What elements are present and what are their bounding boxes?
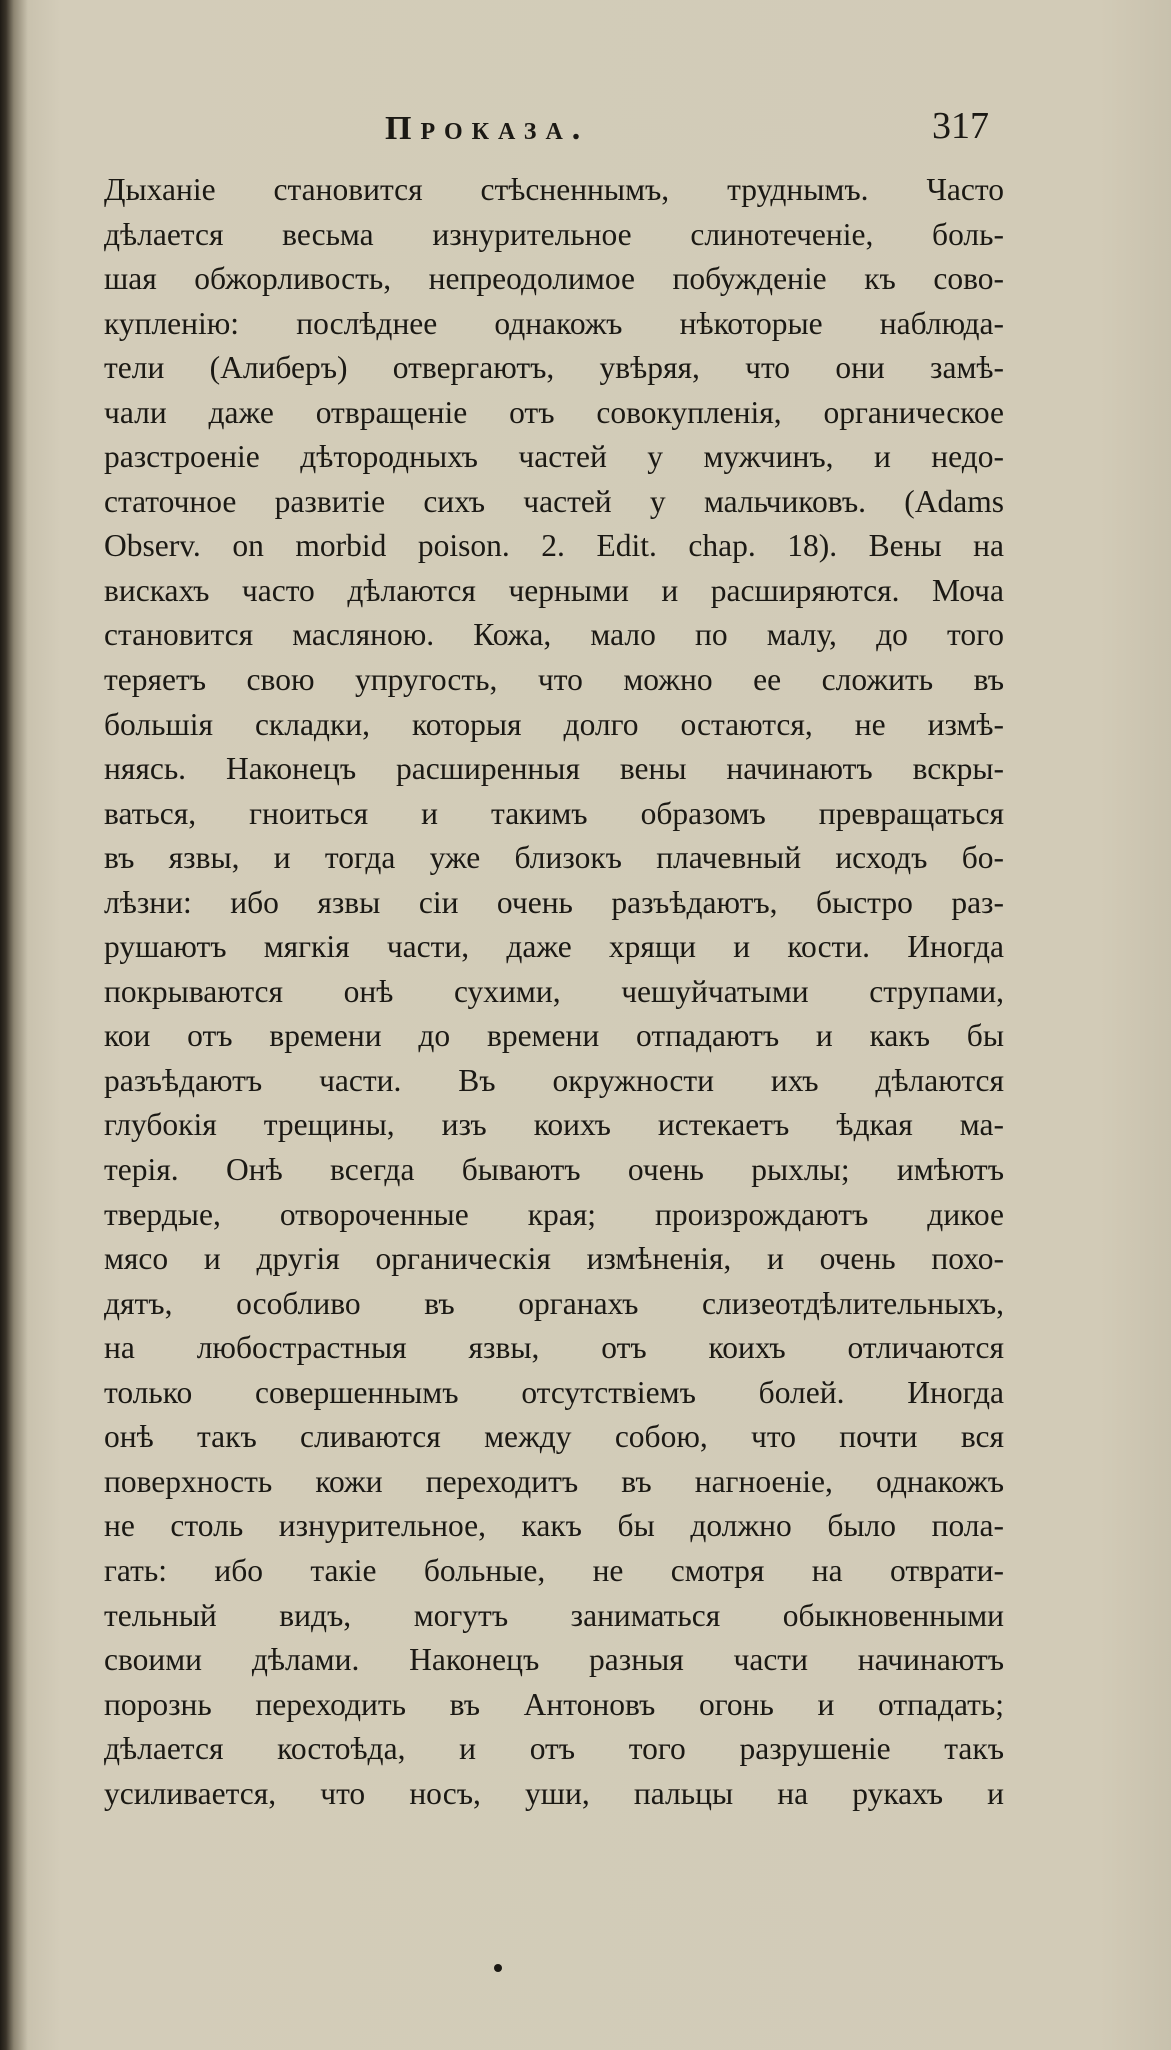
running-title: Проказа. bbox=[385, 110, 590, 147]
text-line: разстроеніе дѣтородныхъ частей у мужчинъ, и недо- bbox=[104, 439, 1004, 475]
text-line: онѣ такъ сливаются между собою, что почти вся bbox=[104, 1419, 1004, 1455]
ink-dot bbox=[494, 1964, 502, 1972]
text-line: дѣлается весьма изнурительное слинотеченіе, боль- bbox=[104, 216, 1004, 252]
text-line: лѣзни: ибо язвы сіи очень разъѣдаютъ, быстро раз- bbox=[104, 884, 1004, 920]
text-line: купленію: послѣднее однакожъ нѣкоторые наблюда- bbox=[104, 305, 1004, 341]
text-line: тели (Алиберъ) отвергаютъ, увѣряя, что они замѣ- bbox=[104, 350, 1004, 386]
text-line: Дыханіе становится стѣсненнымъ, труднымъ. Часто bbox=[104, 172, 1004, 207]
text-line: только совершеннымъ отсутствіемъ болей. Иногда bbox=[104, 1374, 1004, 1410]
text-line: Observ. on morbid poison. 2. Edit. chap. 18). Вены на bbox=[104, 528, 1004, 564]
text-line: не столь изнурительное, какъ бы должно было пола- bbox=[104, 1508, 1004, 1544]
text-line: ваться, гноиться и такимъ образомъ превращаться bbox=[104, 795, 1004, 831]
text-line: вискахъ часто дѣлаются черными и расширяются. Моча bbox=[104, 572, 1004, 608]
text-line: теряетъ свою упругость, что можно ее сложить въ bbox=[104, 662, 1004, 698]
text-line: чали даже отвращеніе отъ совокупленія, органическое bbox=[104, 394, 1004, 430]
text-line: кои отъ времени до времени отпадаютъ и какъ бы bbox=[104, 1018, 1004, 1054]
text-line: гать: ибо такіе больные, не смотря на отврати- bbox=[104, 1552, 1004, 1588]
text-line: большія складки, которыя долго остаются, не измѣ- bbox=[104, 706, 1004, 742]
text-line: въ язвы, и тогда уже близокъ плачевный исходъ бо- bbox=[104, 840, 1004, 876]
text-line: дѣлается костоѣда, и отъ того разрушеніе такъ bbox=[104, 1731, 1004, 1767]
text-line: поверхность кожи переходитъ въ нагноеніе, однакожъ bbox=[104, 1463, 1004, 1499]
text-line: порознь переходить въ Антоновъ огонь и отпадать; bbox=[104, 1686, 1004, 1722]
text-line: своими дѣлами. Наконецъ разныя части начинаютъ bbox=[104, 1642, 1004, 1678]
text-line: разъѣдаютъ части. Въ окружности ихъ дѣлаются bbox=[104, 1062, 1004, 1098]
text-line: твердые, отвороченные края; произрождаютъ дикое bbox=[104, 1196, 1004, 1232]
text-line: терія. Онѣ всегда бываютъ очень рыхлы; имѣютъ bbox=[104, 1152, 1004, 1188]
page-header bbox=[0, 105, 1171, 170]
text-line: на любострастныя язвы, отъ коихъ отличаются bbox=[104, 1330, 1004, 1366]
text-line: тельный видъ, могутъ заниматься обыкновенными bbox=[104, 1597, 1004, 1633]
text-line: шая обжорливость, непреодолимое побужденіе къ сово- bbox=[104, 261, 1004, 297]
body-text bbox=[104, 168, 1004, 1816]
text-line: статочное развитіе сихъ частей у мальчиковъ. (Adams bbox=[104, 483, 1004, 519]
text-line: мясо и другія органическія измѣненія, и очень похо- bbox=[104, 1241, 1004, 1277]
page-number: 317 bbox=[932, 105, 989, 147]
text-line: дятъ, особливо въ органахъ слизеотдѣлительныхъ, bbox=[104, 1285, 1004, 1321]
text-line: усиливается, что носъ, уши, пальцы на рукахъ и bbox=[104, 1775, 1004, 1811]
text-line: покрываются онѣ сухими, чешуйчатыми струпами, bbox=[104, 973, 1004, 1009]
text-line: глубокія трещины, изъ коихъ истекаетъ ѣдкая ма- bbox=[104, 1107, 1004, 1143]
text-line: рушаютъ мягкія части, даже хрящи и кости. Иногда bbox=[104, 929, 1004, 965]
text-line: становится масляною. Кожа, мало по малу, до того bbox=[104, 617, 1004, 653]
text-line: няясь. Наконецъ расширенныя вены начинаютъ вскры- bbox=[104, 751, 1004, 787]
